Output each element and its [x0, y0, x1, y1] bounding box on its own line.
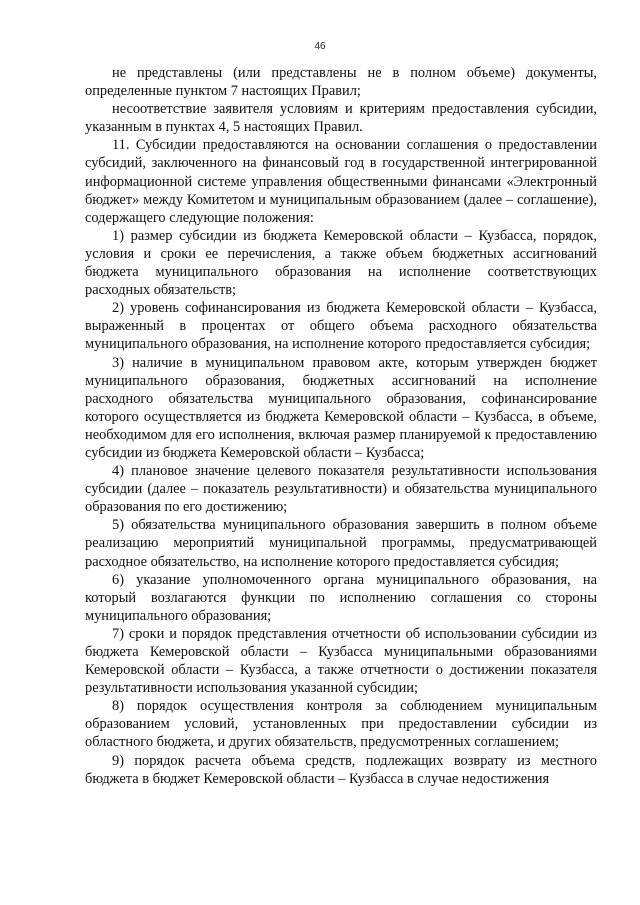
page-number: 46	[314, 41, 326, 52]
document-body	[85, 64, 597, 788]
paragraph-subitem-4: 4) плановое значение целевого показателя результативности использования субсидии (далее – показатель результативности) и обязательства муниципального образования по его достижению;	[85, 463, 597, 516]
paragraph-noncompliance: несоответствие заявителя условиям и критериям предоставления субсидии, указанным в пунктах 4, 5 настоящих Правил.	[85, 101, 597, 136]
paragraph-subitem-6: 6) указание уполномоченного органа муниципального образования, на который возлагаются функции по исполнению соглашения со стороны муниципального образования;	[85, 571, 597, 624]
paragraph-missing-documents: не представлены (или представлены не в полном объеме) документы, определенные пунктом 7 настоящих Правил;	[85, 65, 597, 100]
paragraph-subitem-5: 5) обязательства муниципального образования завершить в полном объеме реализацию мероприятий муниципальной программы, предусматривающей расходное обязательство, на исполнение которого предоставляется субсидия;	[85, 517, 597, 570]
paragraph-subitem-7: 7) сроки и порядок представления отчетности об использовании субсидии из бюджета Кемеровской области – Кузбасса муниципальными образованиями Кемеровской области – Кузбасса, а также отчетности о достижении показателя результативности использования указанной субсидии;	[85, 625, 597, 697]
paragraph-subitem-1: 1) размер субсидии из бюджета Кемеровской области – Кузбасса, порядок, условия и сроки ее перечисления, а также объем бюджетных ассигнований бюджета муниципального образования на исполнение соответствующих расходных обязательств;	[85, 227, 597, 299]
paragraph-subitem-3: 3) наличие в муниципальном правовом акте, которым утвержден бюджет муниципального образования, бюджетных ассигнований на исполнение расходного обязательства муниципального образования, софинансирование которого осуществляется из бюджета Кемеровской области – Кузбасса, в объеме, необходимом для его исполнения, включая размер планируемой к предоставлению субсидии из бюджета Кемеровской области – Кузбасса;	[85, 354, 597, 461]
paragraph-subitem-2: 2) уровень софинансирования из бюджета Кемеровской области – Кузбасса, выраженный в процентах от общего объема расходного обязательства муниципального образования, на исполнение которого предоставляется субсидия;	[85, 300, 597, 353]
paragraph-subitem-9: 9) порядок расчета объема средств, подлежащих возврату из местного бюджета в бюджет Кемеровской области – Кузбасса в случае недостижения	[85, 752, 597, 787]
paragraph-subitem-8: 8) порядок осуществления контроля за соблюдением муниципальным образованием условий, установленных при предоставлении субсидии из областного бюджета, и других обязательств, предусмотренных соглашением;	[85, 698, 597, 751]
paragraph-item-11: 11. Субсидии предоставляются на основании соглашения о предоставлении субсидий, заключенного на финансовый год в государственной интегрированной информационной системе управления общественными финансами «Электронный бюджет» между Комитетом и муниципальным образованием (далее – соглашение), содержащего следующие положения:	[85, 137, 597, 226]
